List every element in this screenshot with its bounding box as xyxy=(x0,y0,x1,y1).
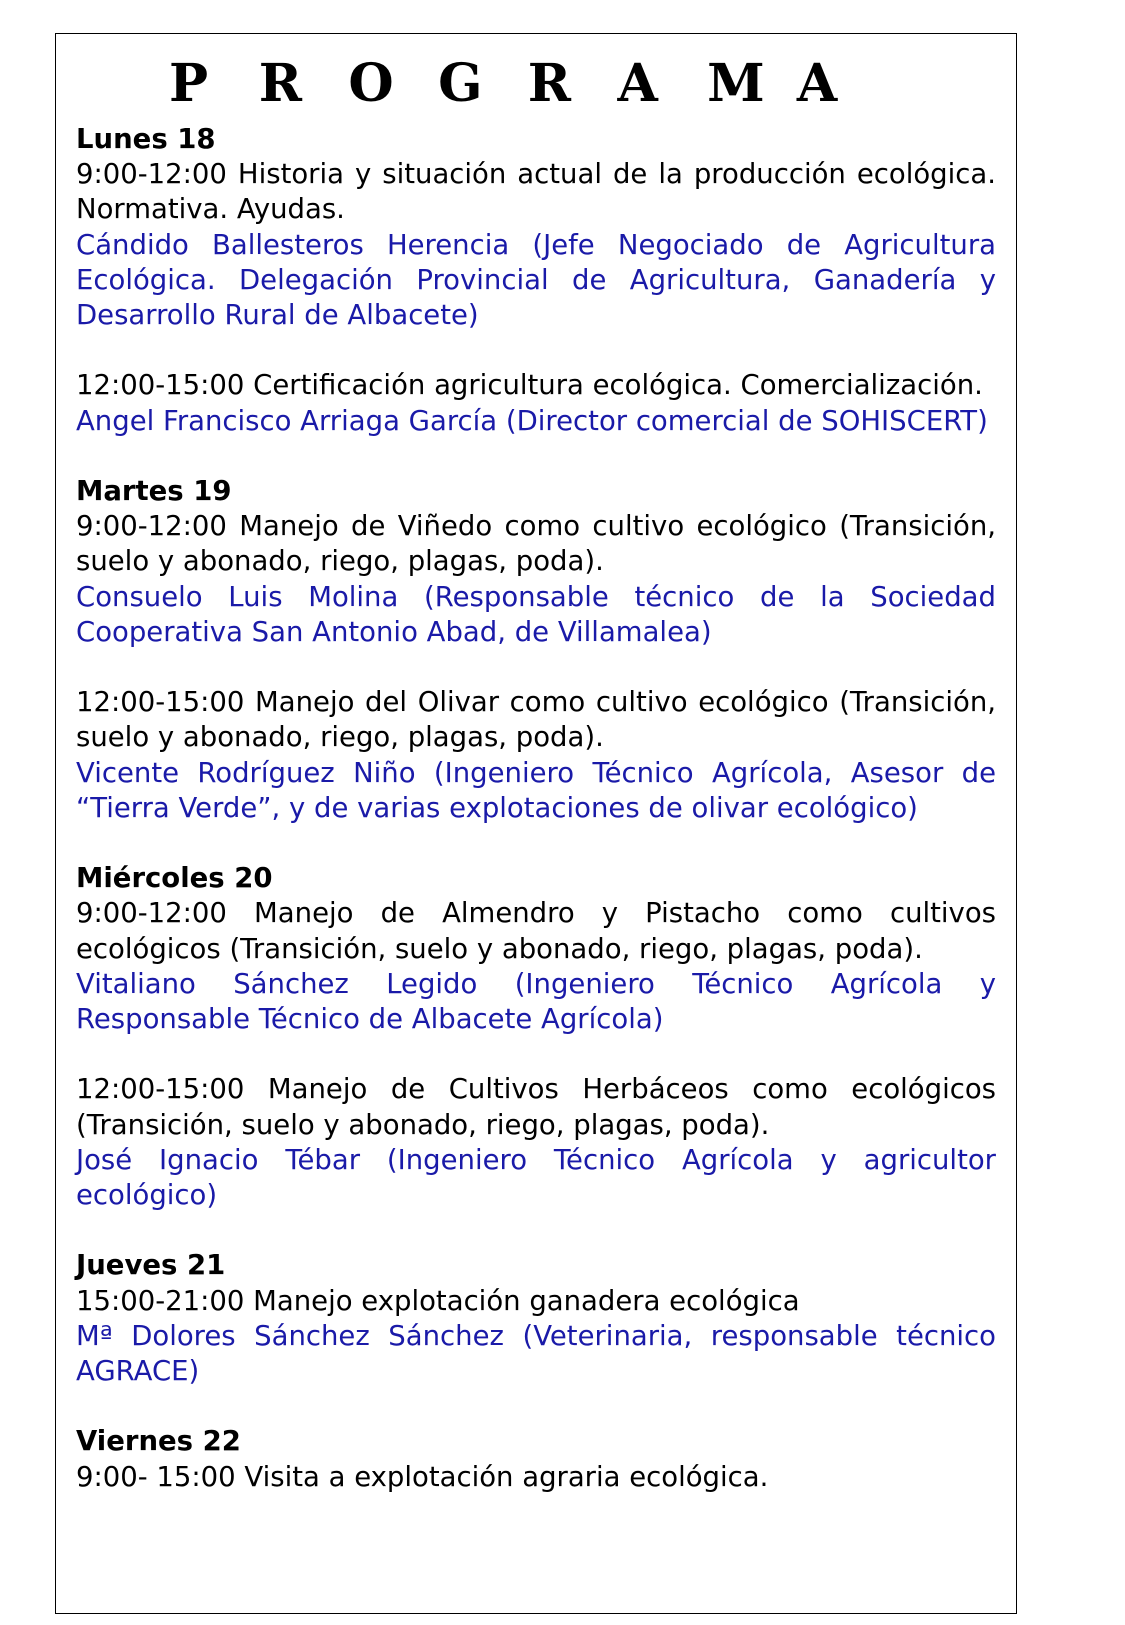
title-letter: A xyxy=(796,53,838,114)
spacer xyxy=(76,826,996,861)
session-topic: 15:00-21:00 Manejo explotación ganadera ecológica xyxy=(76,1284,800,1317)
spacer xyxy=(76,1037,996,1072)
spacer xyxy=(76,1213,996,1248)
session-speaker: Vicente Rodríguez Niño (Ingeniero Técnico Agrícola, Asesor de “Tierra Verde”, y de varias explotaciones de olivar ecológico) xyxy=(76,756,996,824)
session-topic: 9:00-12:00 Manejo de Almendro y Pistacho como cultivos ecológicos (Transición, suelo y abonado, riego, plagas, poda). xyxy=(76,897,996,965)
page-title xyxy=(76,50,996,122)
day-heading: Lunes 18 xyxy=(76,123,216,155)
session-topic: 12:00-15:00 Manejo del Olivar como cultivo ecológico (Transición, suelo y abonado, riego, plagas, poda). xyxy=(76,686,996,754)
spacer xyxy=(76,333,996,368)
session-speaker: Vitaliano Sánchez Legido (Ingeniero Técnico Agrícola y Responsable Técnico de Albacete Agrícola) xyxy=(76,967,996,1036)
day-heading: Miércoles 20 xyxy=(76,862,273,895)
title-letter: P xyxy=(169,53,209,114)
day-heading: Viernes 22 xyxy=(76,1425,241,1458)
title-letter: M xyxy=(707,53,765,114)
spacer xyxy=(76,1389,996,1424)
programme-content xyxy=(76,50,996,1495)
spacer xyxy=(76,650,996,685)
session-speaker: Angel Francisco Arriaga García (Director comercial de SOHISCERT) xyxy=(76,404,988,437)
spacer xyxy=(76,439,996,474)
title-letter: R xyxy=(527,53,571,114)
session-speaker: Cándido Ballesteros Herencia (Jefe Negociado de Agricultura Ecológica. Delegación Provincial de Agricultura, Ganadería y Desarrollo Rural de Albacete) xyxy=(76,228,996,332)
title-letter: G xyxy=(438,53,483,114)
day-heading: Jueves 21 xyxy=(76,1249,226,1282)
session-speaker: Consuelo Luis Molina (Responsable técnico de la Sociedad Cooperativa San Antonio Abad, de Villamalea) xyxy=(76,580,996,648)
day-wednesday xyxy=(76,861,996,1248)
session-speaker: José Ignacio Tébar (Ingeniero Técnico Agrícola y agricultor ecológico) xyxy=(76,1143,996,1212)
title-letter: R xyxy=(258,53,302,114)
day-thursday xyxy=(76,1248,996,1424)
day-monday xyxy=(76,122,996,474)
title-letter: A xyxy=(617,53,658,114)
session-topic: 9:00-12:00 Historia y situación actual de la producción ecológica. Normativa. Ayudas. xyxy=(76,158,996,226)
session-speaker: Mª Dolores Sánchez Sánchez (Veterinaria, responsable técnico AGRACE) xyxy=(76,1319,996,1388)
title-letter: O xyxy=(348,53,394,114)
day-tuesday xyxy=(76,474,996,861)
session-topic: 9:00-12:00 Manejo de Viñedo como cultivo ecológico (Transición, suelo y abonado, riego, plagas, poda). xyxy=(76,510,996,578)
day-heading: Martes 19 xyxy=(76,475,232,507)
day-friday xyxy=(76,1424,996,1494)
session-topic: 12:00-15:00 Manejo de Cultivos Herbáceos como ecológicos (Transición, suelo y abonado, riego, plagas, poda). xyxy=(76,1073,996,1141)
session-topic: 12:00-15:00 Certificación agricultura ecológica. Comercialización. xyxy=(76,369,983,402)
session-topic: 9:00- 15:00 Visita a explotación agraria ecológica. xyxy=(76,1460,769,1493)
